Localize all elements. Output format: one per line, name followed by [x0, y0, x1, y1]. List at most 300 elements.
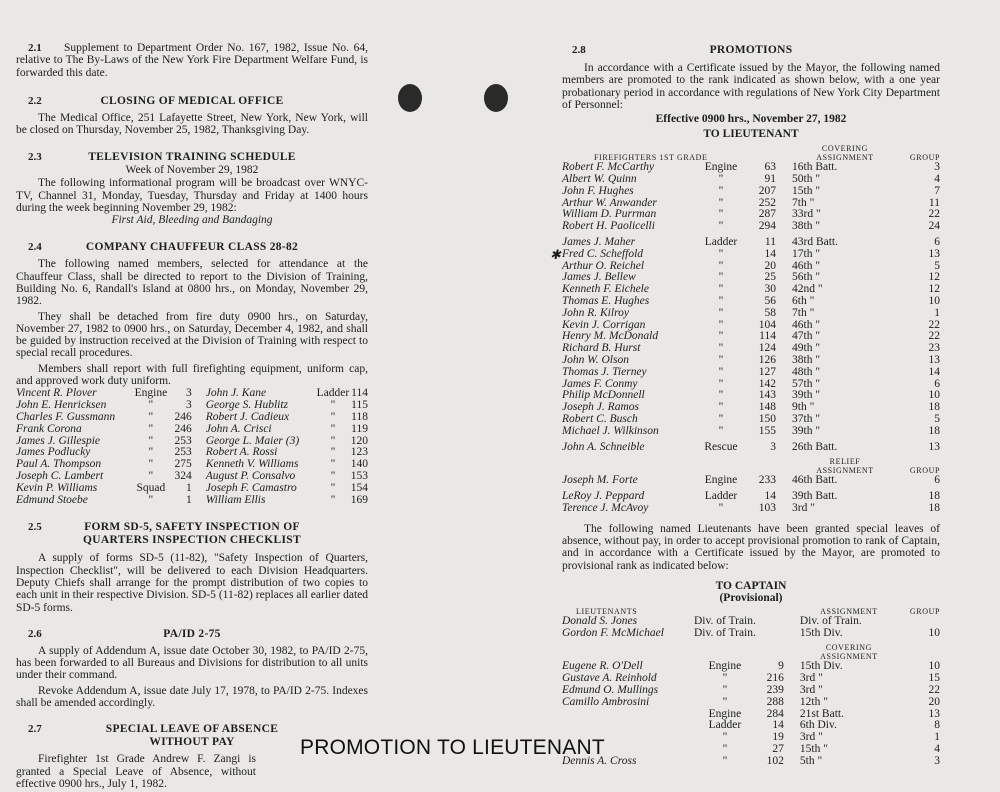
promotee-group: 12 — [928, 271, 940, 284]
promotee-name: John A. Schneible — [562, 440, 645, 453]
promotee-group: 13 — [928, 707, 940, 720]
promotee-unit: Engine — [708, 707, 742, 720]
relief-label: RELIEF — [829, 457, 861, 467]
member-unit: " — [330, 446, 336, 459]
table-row — [562, 174, 940, 186]
member-unit: " — [148, 410, 154, 423]
promotee-group: 11 — [928, 196, 940, 209]
promotee-group: 5 — [934, 259, 940, 272]
promotee-name: Fred C. Scheffold ✱ — [550, 246, 644, 262]
promotee-name: John F. Hughes — [562, 184, 634, 197]
section-2-1 — [16, 38, 368, 79]
promotee-unit: Ladder — [704, 490, 738, 503]
group-label: GROUP — [909, 466, 940, 476]
promotee-group: 22 — [928, 684, 940, 697]
promotee-name: Arthur W. Anwander — [562, 196, 657, 209]
promotee-assignment: 42nd " — [792, 283, 823, 296]
section-heading: CLOSING OF MEDICAL OFFICE — [100, 94, 284, 107]
member-company: 153 — [350, 469, 368, 482]
promotee-assignment: 3rd " — [799, 731, 823, 744]
promotee-company: 252 — [758, 196, 776, 209]
promotee-company: 9 — [778, 660, 784, 673]
promotee-assignment: 21st Batt. — [799, 707, 844, 720]
member-company: 140 — [350, 458, 368, 471]
section-number: 2.7 — [28, 723, 42, 736]
promotee-group: 7 — [934, 184, 940, 197]
table-row — [562, 221, 940, 233]
promotee-name: Edmund O. Mullings — [562, 684, 659, 697]
section-text: The following named Lieutenants have been granted special leaves of absence, without pay, in order to accept provisional promotion to rank of Captain, and in accordance with a Certificate issued by the Mayor, are promoted to provisional rank as indicated below: — [562, 522, 940, 572]
section-text: In accordance with a Certificate issued by the Mayor, the following named members are promoted to the rank indicated as shown below, with a one year probationary period in accordance with regulations of New York City Department of Personnel: — [562, 62, 940, 111]
table-row — [562, 697, 940, 709]
section-2-5 — [16, 521, 368, 613]
member-name: John E. Henricksen — [16, 399, 107, 412]
promotee-unit: " — [718, 501, 724, 514]
assignment-label: ASSIGNMENT — [816, 466, 874, 476]
promotee-name: Gordon F. McMichael — [562, 626, 664, 639]
promotee-company: 14 — [764, 490, 776, 503]
promotee-assignment: 7th " — [792, 306, 815, 319]
member-company: 119 — [351, 422, 368, 435]
section-heading: PA/ID 2-75 — [163, 627, 221, 640]
promotee-group: 20 — [928, 695, 940, 708]
promotee-company: 114 — [759, 330, 776, 343]
promotee-group: 15 — [928, 672, 940, 685]
promotee-name: Kenneth F. Eichele — [562, 283, 649, 296]
section-subheading: Week of November 29, 1982 — [125, 164, 259, 177]
section-text: The following named members, selected for attendance at the Chauffeur Class, shall be directed to report to the Division of Training, Building No. 6, Randall's Island at 0800 hrs., on Monday, November 29, 1982. — [16, 258, 368, 308]
promotee-company: 91 — [764, 172, 776, 185]
promotee-company: 294 — [758, 220, 776, 233]
promotee-name: Philip McDonnell — [562, 389, 645, 402]
assignment-label: ASSIGNMENT — [820, 606, 878, 616]
member-company: 169 — [350, 493, 368, 506]
promotee-group: 6 — [934, 235, 940, 248]
promotee-unit: Div. of Train. — [694, 626, 756, 639]
promotee-assignment: 46th " — [792, 318, 821, 331]
promotee-name: Albert W. Quinn — [562, 172, 637, 185]
section-2-8 — [550, 40, 940, 768]
promotee-group: 22 — [928, 208, 940, 221]
promotee-unit: " — [718, 172, 724, 185]
promotee-unit: " — [718, 271, 724, 284]
promotee-unit: " — [718, 318, 724, 331]
member-company: 3 — [185, 399, 192, 412]
member-name: George L. Maier (3) — [205, 434, 300, 447]
promotee-assignment: 37th " — [792, 412, 821, 425]
promotee-unit: " — [718, 294, 724, 307]
captain-promotions-table — [562, 607, 940, 768]
promotee-unit: " — [722, 672, 728, 685]
promotee-unit: Engine — [704, 161, 738, 174]
promotee-company: 124 — [758, 342, 776, 355]
promotee-group — [906, 616, 940, 628]
member-name: Frank Corona — [16, 422, 82, 435]
promotee-name: William D. Purrman — [562, 208, 657, 221]
section-heading: FORM SD-5, SAFETY INSPECTION OF — [84, 521, 300, 534]
member-name: Edmund Stoebe — [16, 493, 88, 506]
promotee-name: Camillo Ambrosini — [562, 695, 650, 708]
section-text: A supply of forms SD-5 (11-82), "Safety Inspection of Quarters, Inspection Checklist", will be delivered to each Division Headquarters. Deputy Chiefs shall arrange for the prompt distribution of two copies to each unit in their respective Division. SD-5 (11-82) replaces all earlier dated SD-5 forms. — [16, 552, 368, 614]
table-row — [562, 732, 940, 744]
member-name: William Ellis — [205, 493, 266, 506]
promotee-assignment: 6th Div. — [799, 719, 837, 732]
table-row — [562, 426, 940, 438]
promotee-group: 3 — [934, 161, 940, 174]
promotee-name: James J. Bellew — [562, 271, 636, 284]
promotee-unit: Ladder — [704, 235, 738, 248]
promotee-name: Joseph M. Forte — [562, 474, 638, 487]
promotee-name: James J. Maher — [562, 235, 636, 248]
member-company: 324 — [174, 469, 192, 482]
promotee-assignment: 49th " — [792, 342, 821, 355]
member-name: James J. Gillespie — [16, 434, 100, 447]
binder-hole — [484, 84, 508, 112]
promotee-company: 19 — [772, 731, 784, 744]
promotee-unit: " — [718, 389, 724, 402]
promotee-assignment: 15th " — [792, 184, 821, 197]
promotee-group: 13 — [928, 440, 940, 453]
promotee-group: 6 — [934, 474, 940, 487]
member-unit: " — [148, 458, 154, 471]
promotee-unit: Ladder — [708, 719, 742, 732]
section-heading: SPECIAL LEAVE OF ABSENCE — [105, 723, 279, 736]
promotee-unit: " — [722, 743, 728, 756]
promotee-unit: Engine — [708, 660, 742, 673]
member-name: Charles F. Gussmann — [16, 410, 116, 423]
section-heading: COMPANY CHAUFFEUR CLASS 28-82 — [85, 241, 299, 254]
section-text: Supplement to Department Order No. 167, 1982, Issue No. 64, relative to The By-Laws of the New York Fire Department Welfare Fund, is forwarded this date. — [16, 42, 368, 79]
section-2-4 — [16, 241, 368, 506]
promotee-assignment: 38th " — [792, 220, 821, 233]
member-unit: " — [330, 469, 336, 482]
member-company: 120 — [350, 434, 368, 447]
member-unit: Ladder — [316, 387, 350, 400]
member-name: Joseph C. Lambert — [16, 469, 104, 482]
promotee-company: 104 — [758, 318, 776, 331]
table-row — [562, 355, 940, 367]
section-heading: WITHOUT PAY — [149, 736, 235, 749]
promotee-name: Terence J. McAvoy — [562, 501, 649, 514]
promotee-company: 284 — [766, 707, 784, 720]
lieutenants-label: LIEUTENANTS — [576, 606, 638, 616]
promotee-unit: " — [722, 695, 728, 708]
promotee-assignment: 39th " — [792, 424, 821, 437]
image-caption: PROMOTION TO LIEUTENANT — [300, 736, 605, 759]
promotee-unit: Div. of Train. — [694, 614, 756, 627]
member-unit: " — [330, 399, 336, 412]
section-number: 2.8 — [572, 44, 586, 56]
section-text: Revoke Addendum A, issue date July 17, 1978, to PA/ID 2-75. Indexes shall be amended accordingly. — [16, 684, 368, 709]
promotee-group: 22 — [928, 318, 940, 331]
member-unit: " — [330, 458, 336, 471]
member-company: 253 — [174, 446, 192, 459]
member-unit: Squad — [136, 481, 166, 494]
table-row — [16, 471, 368, 483]
rank-heading: TO LIEUTENANT — [703, 128, 799, 141]
promotee-unit: Engine — [704, 474, 738, 487]
binder-hole — [398, 84, 422, 112]
member-unit: " — [148, 399, 154, 412]
promotee-company: 14 — [764, 247, 776, 260]
promotee-group: 10 — [928, 389, 940, 402]
promotee-assignment: 47th " — [792, 330, 821, 343]
promotee-name: LeRoy J. Peppard — [562, 490, 645, 503]
member-company: 246 — [174, 410, 192, 423]
promotee-unit: " — [718, 377, 724, 390]
member-unit: " — [148, 469, 154, 482]
member-company: 3 — [185, 387, 192, 400]
table-row — [16, 483, 368, 495]
section-number: 2.5 — [28, 521, 42, 534]
promotee-name: Gustave A. Reinhold — [562, 672, 657, 685]
asterisk-mark-icon: ✱ — [550, 246, 561, 262]
member-name: Robert J. Cadieux — [205, 410, 290, 423]
promotee-company: 288 — [766, 695, 784, 708]
promotee-assignment: 12th " — [799, 695, 828, 708]
section-heading: PROMOTIONS — [709, 44, 793, 56]
promotee-company: 142 — [758, 377, 776, 390]
assignment-label: ASSIGNMENT — [816, 153, 874, 163]
promotee-assignment: 15th Div. — [799, 660, 843, 673]
promotee-name: Richard B. Hurst — [562, 342, 641, 355]
promotee-assignment: 39th Batt. — [792, 490, 838, 503]
promotee-assignment: 50th " — [792, 172, 821, 185]
promotee-assignment: 39th " — [792, 389, 821, 402]
member-unit: " — [148, 434, 154, 447]
table-row — [562, 414, 940, 426]
member-company: 253 — [174, 434, 192, 447]
member-unit: " — [330, 434, 336, 447]
promotee-assignment: 3rd " — [799, 672, 823, 685]
member-company: 118 — [351, 410, 368, 423]
promotee-assignment: 56th " — [792, 271, 821, 284]
promotee-group: 10 — [928, 660, 940, 673]
promotee-unit: " — [718, 412, 724, 425]
effective-date: Effective 0900 hrs., November 27, 1982 — [655, 113, 847, 126]
promotee-group: 18 — [928, 501, 940, 514]
promotee-group: 4 — [934, 743, 940, 756]
promotee-company: 126 — [758, 353, 776, 366]
section-text: A supply of Addendum A, issue date October 30, 1982, to PA/ID 2-75, has been forwarded to all Bureaus and Divisions for distribution to all units under their command. — [16, 644, 368, 682]
promotee-group: 23 — [928, 342, 940, 355]
promotee-assignment: 57th " — [792, 377, 821, 390]
table-row — [16, 424, 368, 436]
rank-heading: TO CAPTAIN — [715, 579, 787, 592]
covering-label: COVERING — [825, 643, 872, 653]
promotee-group: 18 — [928, 401, 940, 414]
member-name: Kenneth V. Williams — [205, 458, 299, 471]
promotee-name: Michael J. Wilkinson — [562, 424, 659, 437]
member-name: John J. Kane — [205, 387, 267, 400]
section-number: 2.1 — [28, 42, 42, 54]
promotee-company: 216 — [766, 672, 784, 685]
table-row — [562, 186, 940, 198]
program-title: First Aid, Bleeding and Bandaging — [111, 214, 273, 227]
member-name: August P. Consalvo — [205, 469, 296, 482]
promotee-group: 4 — [934, 172, 940, 185]
promotee-group: 13 — [928, 247, 940, 260]
promotee-assignment: 5th " — [799, 754, 823, 767]
table-row — [562, 233, 940, 249]
section-number: 2.2 — [28, 94, 42, 107]
promotee-assignment: 9th " — [792, 401, 815, 414]
assignment-label: ASSIGNMENT — [820, 652, 878, 662]
promotee-assignment: 17th " — [792, 247, 821, 260]
promotee-assignment: 7th " — [792, 196, 815, 209]
promotee-assignment: 6th " — [792, 294, 815, 307]
promotee-name: Eugene R. O'Dell — [562, 660, 643, 673]
member-company: 1 — [185, 481, 192, 494]
promotee-group: 1 — [934, 306, 940, 319]
promotee-group: 12 — [928, 283, 940, 296]
promotee-unit: " — [718, 259, 724, 272]
promotee-company: 155 — [758, 424, 776, 437]
section-2-6 — [16, 628, 368, 709]
table-row — [16, 412, 368, 424]
table-row — [562, 628, 940, 640]
table-row — [562, 308, 940, 320]
promotee-name: Henry M. McDonald — [562, 330, 659, 343]
section-number: 2.4 — [28, 241, 42, 254]
promotee-company: 150 — [758, 412, 776, 425]
member-company: 123 — [350, 446, 368, 459]
promotee-company: 3 — [770, 440, 776, 453]
promotee-company: 239 — [766, 684, 784, 697]
table-row — [562, 503, 940, 515]
promotee-name: Arthur O. Reichel — [562, 259, 645, 272]
promotee-assignment: 15th " — [799, 743, 828, 756]
promotee-assignment: 46th Batt. — [792, 474, 838, 487]
promotee-unit: " — [722, 754, 728, 767]
member-name: Joseph F. Camastro — [205, 481, 297, 494]
member-name: Robert A. Rossi — [205, 446, 278, 459]
promotee-unit: " — [718, 184, 724, 197]
promotee-group: 22 — [928, 330, 940, 343]
promotee-company: 287 — [758, 208, 776, 221]
table-row — [562, 487, 940, 503]
member-company: 154 — [350, 481, 368, 494]
member-unit: " — [330, 422, 336, 435]
promotee-assignment: 26th Batt. — [792, 440, 838, 453]
group-label: GROUP — [909, 153, 940, 163]
promotee-group: 18 — [928, 424, 940, 437]
member-company: 115 — [351, 399, 368, 412]
section-text: Members shall report with full firefighting equipment, uniform cap, and approved work duty uniform. — [16, 362, 368, 388]
promotee-company: 11 — [764, 235, 776, 248]
member-name: James Podlucky — [16, 446, 91, 459]
member-name: Paul A. Thompson — [16, 458, 102, 471]
table-row — [562, 709, 940, 721]
promotee-assignment: 3rd " — [799, 684, 823, 697]
rank-subheading: (Provisional) — [719, 591, 783, 604]
chauffeur-members-table — [16, 388, 368, 506]
promotee-company: 63 — [764, 161, 776, 174]
right-column — [540, 0, 1000, 792]
promotee-company: 102 — [766, 754, 784, 767]
promotee-group: 5 — [934, 412, 940, 425]
promotee-company: 30 — [764, 283, 776, 296]
promotee-unit: " — [718, 401, 724, 414]
promotee-group: 24 — [928, 220, 940, 233]
promotee-group: 10 — [928, 294, 940, 307]
promotee-group: 3 — [934, 754, 940, 767]
promotee-unit: " — [722, 731, 728, 744]
table-row — [562, 296, 940, 308]
promotee-name: Donald S. Jones — [562, 614, 638, 627]
lieutenant-promotions-table — [550, 144, 940, 515]
section-heading: TELEVISION TRAINING SCHEDULE — [88, 151, 296, 164]
table-row — [16, 495, 368, 507]
promotee-group: 1 — [934, 731, 940, 744]
member-name: Kevin P. Williams — [16, 481, 98, 494]
promotee-name: John W. Olson — [562, 353, 629, 366]
promotee-unit: " — [718, 330, 724, 343]
member-name: Vincent R. Plover — [16, 387, 97, 400]
member-name: George S. Hublitz — [205, 399, 289, 412]
section-text: They shall be detached from fire duty 0900 hrs., on Saturday, November 27, 1982 to 0900 hrs., on Saturday, December 4, 1982, and shall be guided by instruction received at the Division of Training with respect to special recall procedures. — [16, 310, 368, 360]
member-unit: " — [330, 493, 336, 506]
section-text: The following informational program will be broadcast over WNYC-TV, Channel 31, Monday, Tuesday, Thursday and Friday at 1400 hours during the week beginning November 29, 1982: — [16, 177, 368, 215]
promotee-company: 127 — [758, 365, 776, 378]
promotee-assignment: 16th Batt. — [792, 161, 838, 174]
promotee-assignment: 48th " — [792, 365, 821, 378]
promotee-name: Joseph J. Ramos — [562, 401, 639, 414]
section-text: The Medical Office, 251 Lafayette Street, New York, New York, will be closed on Thursday, November 25, 1982, Thanksgiving Day. — [16, 111, 368, 137]
member-company: 275 — [174, 458, 192, 471]
firefighters-label: FIREFIGHTERS 1ST GRADE — [594, 153, 708, 163]
promotee-unit: " — [718, 196, 724, 209]
promotee-company: 27 — [772, 743, 784, 756]
member-company: 1 — [185, 493, 192, 506]
member-unit: " — [148, 446, 154, 459]
member-name: John A. Crisci — [205, 422, 272, 435]
table-row — [562, 438, 940, 454]
member-unit: " — [330, 481, 336, 494]
promotee-name: Thomas J. Tierney — [562, 365, 647, 378]
table-row — [562, 249, 940, 261]
group-label: GROUP — [909, 606, 940, 616]
table-row — [562, 475, 940, 487]
promotee-assignment: 43rd Batt. — [792, 235, 838, 248]
promotee-unit: Rescue — [704, 440, 738, 453]
member-unit: Engine — [134, 387, 168, 400]
promotee-unit: " — [718, 365, 724, 378]
promotee-company: 148 — [758, 401, 776, 414]
promotee-group: 10 — [928, 626, 940, 639]
left-column — [0, 0, 382, 792]
promotee-name — [562, 709, 694, 721]
promotee-group: 13 — [928, 353, 940, 366]
promotee-company: 233 — [758, 474, 776, 487]
promotee-company: 20 — [764, 259, 776, 272]
section-2-3 — [16, 151, 368, 227]
promotee-name: Dennis A. Cross — [562, 754, 637, 767]
promotee-unit: " — [718, 208, 724, 221]
member-unit: " — [148, 422, 154, 435]
section-text: Firefighter 1st Grade Andrew F. Zangi is granted a Special Leave of Absence, without effective 0900 hrs., July 1, 1982. — [16, 753, 256, 790]
promotee-unit: " — [718, 283, 724, 296]
section-heading: QUARTERS INSPECTION CHECKLIST — [83, 534, 301, 547]
promotee-company: 25 — [764, 271, 776, 284]
promotee-group: 14 — [928, 365, 940, 378]
promotee-name: John R. Kilroy — [562, 306, 629, 319]
promotee-company: 143 — [758, 389, 776, 402]
promotee-unit: " — [718, 353, 724, 366]
promotee-company: 58 — [764, 306, 776, 319]
promotee-company: 14 — [772, 719, 784, 732]
promotee-name: Robert C. Busch — [562, 412, 638, 425]
